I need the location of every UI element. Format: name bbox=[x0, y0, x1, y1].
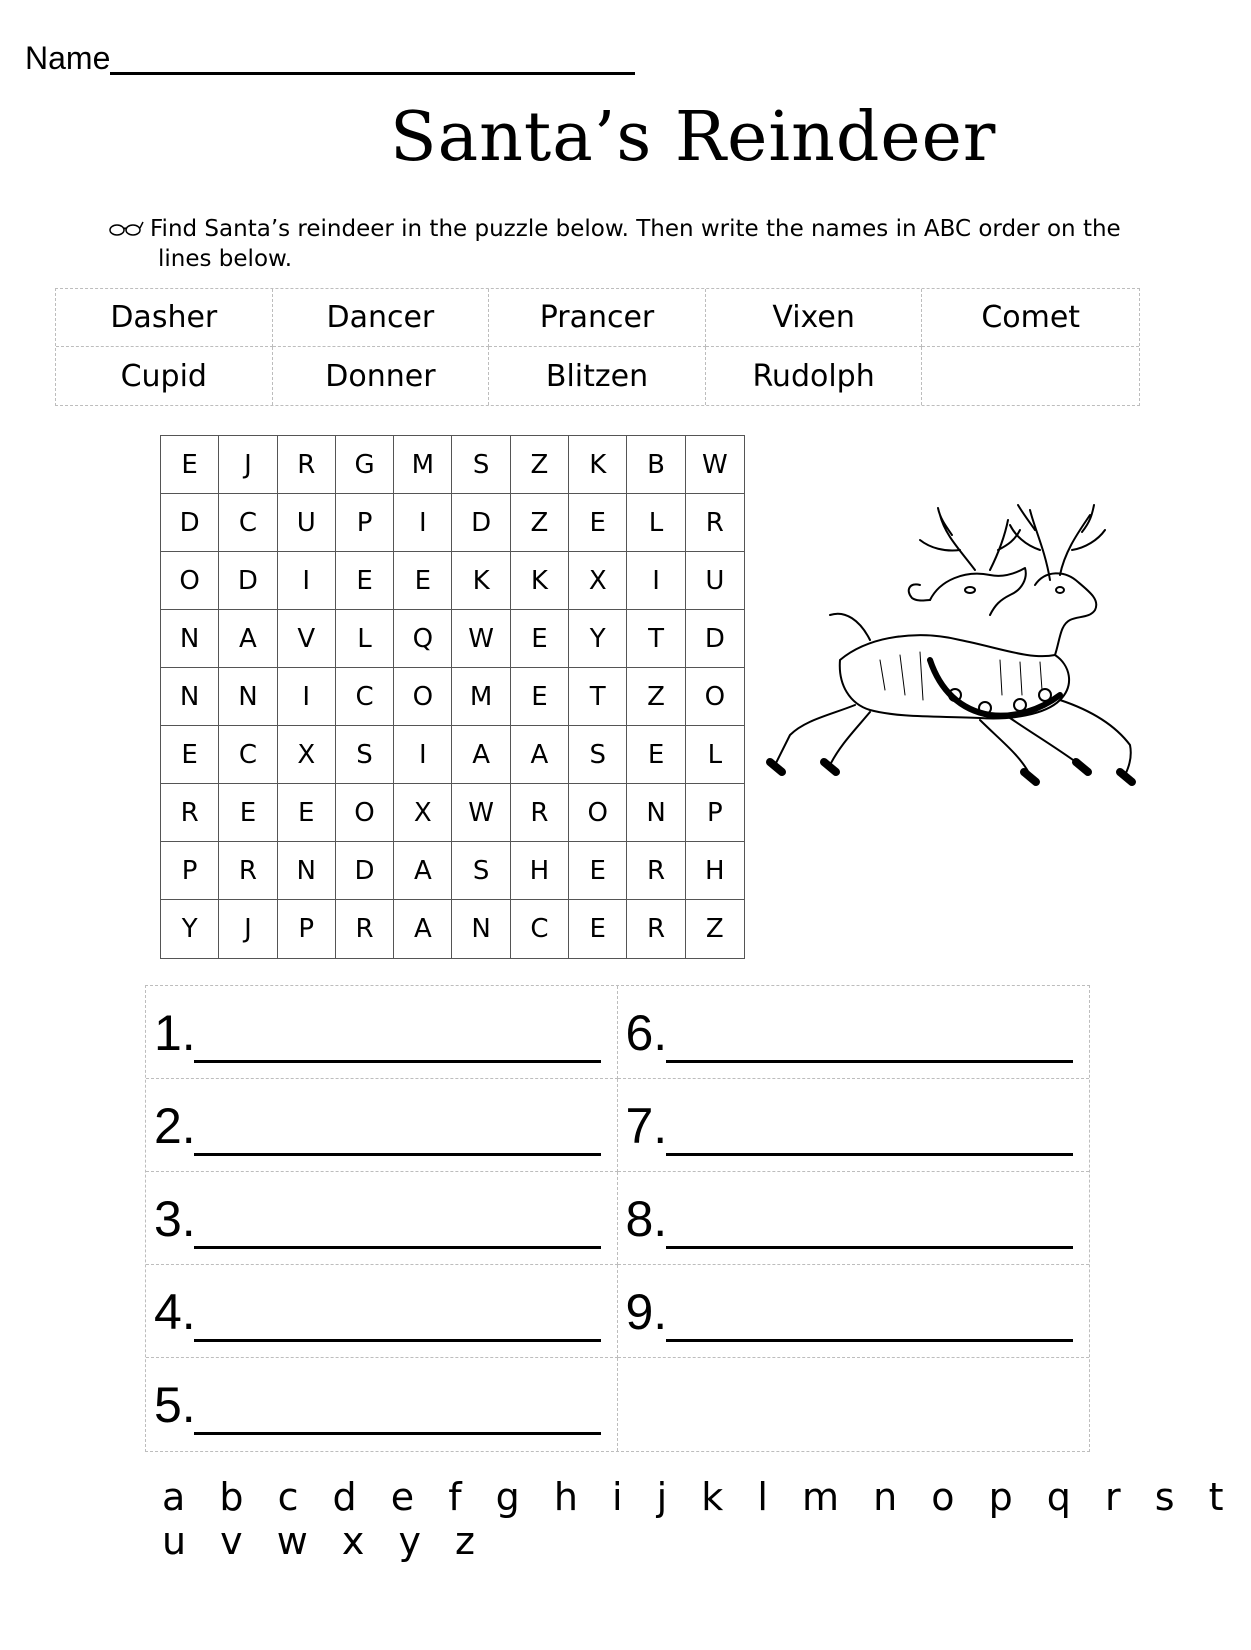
puzzle-cell[interactable]: R bbox=[511, 784, 569, 842]
puzzle-cell[interactable]: A bbox=[394, 842, 452, 900]
puzzle-cell[interactable]: S bbox=[452, 436, 510, 494]
instructions-line-2: lines below. bbox=[158, 246, 293, 272]
puzzle-cell[interactable]: J bbox=[219, 900, 277, 958]
answer-number: 3. bbox=[154, 1191, 196, 1247]
answer-number: 5. bbox=[154, 1377, 196, 1433]
puzzle-cell[interactable]: W bbox=[452, 784, 510, 842]
answer-slot[interactable] bbox=[146, 1358, 618, 1451]
puzzle-cell[interactable]: L bbox=[686, 726, 744, 784]
word-bank-item: Prancer bbox=[489, 289, 706, 347]
alphabet-strip: a b c d e f g h i j k l m n o p q r s t u v w x y z bbox=[162, 1475, 1235, 1563]
puzzle-cell[interactable]: D bbox=[686, 610, 744, 668]
puzzle-cell[interactable]: N bbox=[452, 900, 510, 958]
name-label: Name bbox=[25, 40, 111, 76]
puzzle-cell[interactable]: E bbox=[336, 552, 394, 610]
answer-slot[interactable] bbox=[618, 1079, 1090, 1172]
puzzle-cell[interactable]: S bbox=[569, 726, 627, 784]
puzzle-cell[interactable]: Z bbox=[511, 494, 569, 552]
puzzle-cell[interactable]: R bbox=[278, 436, 336, 494]
puzzle-cell[interactable]: E bbox=[278, 784, 336, 842]
puzzle-cell[interactable]: E bbox=[161, 726, 219, 784]
puzzle-cell[interactable]: I bbox=[394, 494, 452, 552]
puzzle-cell[interactable]: B bbox=[627, 436, 685, 494]
word-bank-item: Vixen bbox=[706, 289, 923, 347]
puzzle-cell[interactable]: R bbox=[627, 842, 685, 900]
puzzle-cell[interactable]: U bbox=[278, 494, 336, 552]
word-bank-item: Rudolph bbox=[706, 347, 923, 405]
word-bank-item-empty bbox=[922, 347, 1139, 405]
word-bank-item: Dasher bbox=[56, 289, 273, 347]
word-search-grid bbox=[160, 435, 745, 959]
word-bank-item: Dancer bbox=[273, 289, 490, 347]
puzzle-cell[interactable]: N bbox=[161, 668, 219, 726]
puzzle-cell[interactable]: D bbox=[219, 552, 277, 610]
word-bank-item: Donner bbox=[273, 347, 490, 405]
puzzle-cell[interactable]: H bbox=[511, 842, 569, 900]
puzzle-cell[interactable]: E bbox=[511, 668, 569, 726]
puzzle-cell[interactable]: K bbox=[511, 552, 569, 610]
puzzle-cell[interactable]: X bbox=[569, 552, 627, 610]
puzzle-cell[interactable]: X bbox=[394, 784, 452, 842]
word-bank-item: Blitzen bbox=[489, 347, 706, 405]
puzzle-cell[interactable]: E bbox=[161, 436, 219, 494]
puzzle-cell[interactable]: I bbox=[627, 552, 685, 610]
answer-slot[interactable] bbox=[146, 1265, 618, 1358]
puzzle-cell[interactable]: R bbox=[336, 900, 394, 958]
instructions-line-1: Find Santa’s reindeer in the puzzle below. Then write the names in ABC order on the bbox=[150, 216, 1121, 242]
puzzle-cell[interactable]: U bbox=[686, 552, 744, 610]
puzzle-cell[interactable]: C bbox=[511, 900, 569, 958]
name-line[interactable] bbox=[110, 72, 635, 75]
puzzle-cell[interactable]: N bbox=[161, 610, 219, 668]
puzzle-cell[interactable]: K bbox=[452, 552, 510, 610]
puzzle-cell[interactable]: T bbox=[569, 668, 627, 726]
puzzle-cell[interactable]: P bbox=[686, 784, 744, 842]
puzzle-cell[interactable]: C bbox=[219, 726, 277, 784]
puzzle-cell[interactable]: R bbox=[219, 842, 277, 900]
worksheet-title: Santa’s Reindeer bbox=[390, 98, 997, 177]
puzzle-cell[interactable]: O bbox=[569, 784, 627, 842]
puzzle-cell[interactable]: P bbox=[278, 900, 336, 958]
puzzle-cell[interactable]: Q bbox=[394, 610, 452, 668]
puzzle-cell[interactable]: L bbox=[336, 610, 394, 668]
puzzle-cell[interactable]: I bbox=[278, 668, 336, 726]
word-bank-item: Cupid bbox=[56, 347, 273, 405]
puzzle-cell[interactable]: P bbox=[336, 494, 394, 552]
puzzle-cell[interactable]: I bbox=[278, 552, 336, 610]
puzzle-cell[interactable]: N bbox=[219, 668, 277, 726]
answer-number: 4. bbox=[154, 1284, 196, 1340]
answer-slot[interactable] bbox=[146, 986, 618, 1079]
puzzle-cell[interactable]: T bbox=[627, 610, 685, 668]
puzzle-cell[interactable]: O bbox=[336, 784, 394, 842]
answer-number: 9. bbox=[625, 1284, 668, 1340]
puzzle-cell[interactable]: O bbox=[161, 552, 219, 610]
puzzle-cell[interactable]: A bbox=[394, 900, 452, 958]
puzzle-cell[interactable]: Z bbox=[511, 436, 569, 494]
puzzle-cell[interactable]: Y bbox=[161, 900, 219, 958]
answer-slot-empty bbox=[618, 1358, 1090, 1451]
puzzle-cell[interactable]: D bbox=[336, 842, 394, 900]
puzzle-cell[interactable]: X bbox=[278, 726, 336, 784]
puzzle-cell[interactable]: S bbox=[336, 726, 394, 784]
answer-number: 1. bbox=[154, 1005, 196, 1061]
puzzle-cell[interactable]: K bbox=[569, 436, 627, 494]
answer-slot[interactable] bbox=[618, 1172, 1090, 1265]
puzzle-cell[interactable]: A bbox=[219, 610, 277, 668]
answer-lines bbox=[145, 985, 1090, 1452]
puzzle-cell[interactable]: D bbox=[161, 494, 219, 552]
puzzle-cell[interactable]: W bbox=[452, 610, 510, 668]
answer-slot[interactable] bbox=[146, 1172, 618, 1265]
answer-number: 8. bbox=[625, 1191, 668, 1247]
puzzle-cell[interactable]: E bbox=[219, 784, 277, 842]
word-bank-item: Comet bbox=[922, 289, 1139, 347]
answer-slot[interactable] bbox=[618, 1265, 1090, 1358]
puzzle-cell[interactable]: A bbox=[511, 726, 569, 784]
puzzle-cell[interactable]: Z bbox=[705, 914, 724, 944]
puzzle-cell[interactable]: M bbox=[394, 436, 452, 494]
puzzle-cell[interactable]: Y bbox=[569, 610, 627, 668]
answer-slot[interactable] bbox=[146, 1079, 618, 1172]
glasses-icon bbox=[108, 213, 150, 247]
puzzle-cell[interactable]: M bbox=[452, 668, 510, 726]
puzzle-cell[interactable]: W bbox=[686, 436, 744, 494]
puzzle-cell[interactable]: G bbox=[336, 436, 394, 494]
puzzle-cell[interactable]: E bbox=[627, 726, 685, 784]
puzzle-cell[interactable]: J bbox=[219, 436, 277, 494]
puzzle-cell[interactable]: L bbox=[627, 494, 685, 552]
puzzle-cell[interactable]: O bbox=[394, 668, 452, 726]
puzzle-cell[interactable]: S bbox=[452, 842, 510, 900]
puzzle-cell[interactable]: O bbox=[686, 668, 744, 726]
answer-number: 7. bbox=[625, 1098, 668, 1154]
puzzle-cell[interactable]: H bbox=[686, 842, 744, 900]
puzzle-cell[interactable]: E bbox=[394, 552, 452, 610]
puzzle-cell[interactable]: Z bbox=[627, 668, 685, 726]
puzzle-cell[interactable]: C bbox=[219, 494, 277, 552]
answer-number: 6. bbox=[625, 1005, 668, 1061]
puzzle-cell[interactable]: V bbox=[278, 610, 336, 668]
puzzle-cell[interactable]: R bbox=[686, 494, 744, 552]
answer-number: 2. bbox=[154, 1098, 196, 1154]
puzzle-cell[interactable]: D bbox=[452, 494, 510, 552]
puzzle-cell[interactable]: C bbox=[336, 668, 394, 726]
puzzle-cell[interactable]: E bbox=[569, 842, 627, 900]
answer-slot[interactable] bbox=[618, 986, 1090, 1079]
puzzle-cell[interactable]: N bbox=[627, 784, 685, 842]
instructions bbox=[108, 212, 1168, 247]
puzzle-cell[interactable]: R bbox=[161, 784, 219, 842]
puzzle-cell[interactable]: E bbox=[511, 610, 569, 668]
reindeer-illustration bbox=[760, 490, 1160, 830]
puzzle-cell[interactable]: R bbox=[627, 900, 685, 958]
puzzle-cell[interactable]: E bbox=[569, 900, 627, 958]
puzzle-cell[interactable]: A bbox=[452, 726, 510, 784]
puzzle-cell[interactable]: E bbox=[569, 494, 627, 552]
word-bank bbox=[55, 288, 1140, 406]
puzzle-cell[interactable]: N bbox=[278, 842, 336, 900]
puzzle-cell[interactable]: I bbox=[394, 726, 452, 784]
puzzle-cell[interactable]: P bbox=[161, 842, 219, 900]
